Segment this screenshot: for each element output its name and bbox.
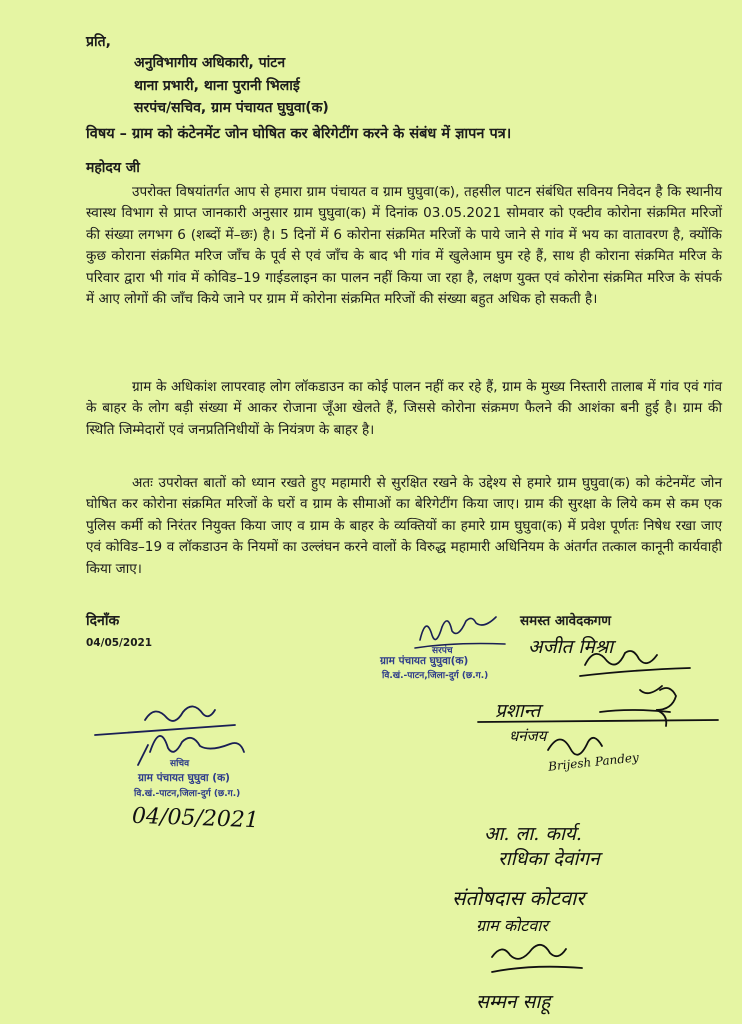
handwritten-name-5: आ. ला. कार्य. — [484, 823, 582, 845]
paragraph-3: अतः उपरोक्त बातों को ध्यान रखते हुए महामारी से सुरक्षित रखने के उद्देश्य से हमारे ग्राम घुघुवा(क) को कंटेनमेंट जोन घोषित कर कोरोना संक्रमित मरिजों के घरों व ग्राम के सीमाओं का बेरिगेटींग किया जाए। ग्राम की सुरक्षा के लिये कम से कम एक पुलिस कर्मी को निरंतर नियुक्त किया जाए व ग्राम के बाहर के व्यक्तियों का हमारे ग्राम घुघुवा(क) में प्रवेश पूर्णतः निषेध रखा जाए एवं कोविड–19 व लॉकडाउन के नियमों का उल्लंघन करने वालों के विरुद्ध महामारी अधिनियम के अंतर्गत तत्काल कानूनी कार्यवाही किया जाए। — [86, 475, 722, 577]
sarpanch-stamp-role: सरपंच — [432, 646, 453, 656]
date-label: दिनाँक — [86, 613, 120, 629]
date-value: 04/05/2021 — [86, 637, 153, 649]
recipient-3: सरपंच/सचिव, ग्राम पंचायत घुघुवा(क) — [134, 100, 329, 116]
recipient-2: थाना प्रभारी, थाना पुरानी भिलाई — [134, 78, 300, 94]
handwritten-date: 04/05/2021 — [131, 803, 260, 834]
paragraph-1: उपरोक्त विषयांतर्गत आप से हमारा ग्राम पंचायत व ग्राम घुघुवा(क), तहसील पाटन संबंधित सविनय निवेदन है कि स्थानीय स्वास्थ विभाग से प्राप्त जानकारी अनुसार ग्राम घुघुवा(क) में दिनांक 03.05.2021 सोमवार को एक्टीव कोरोना संक्रमित मरिजों की संख्या लगभग 6 (शब्दों में–छः) है। 5 दिनों में 6 कोरोना संक्रमित मरिजों के पाये जाने से गांव में भय का वातावरण है, क्योंकि कुछ कोराना संक्रमित मरिज जाँच के पूर्व से एवं जाँच के बाद भी गांव में खुलेआम घुम रहे हैं, साथ ही कोराना संक्रमित मरिज के परिवार द्वारा भी गांव में कोविड–19 गाईडलाइन का पालन नहीं किया जा रहा है, लक्षण युक्त एवं कोरोना संक्रमित मरिज के संपर्क में आए लोगों की जाँच किये जाने पर ग्राम में कोरोना संक्रमित मरिजों की संख्या बहुत अधिक हो सकती है। — [86, 184, 722, 308]
salutation: महोदय जी — [86, 160, 140, 176]
to-label: प्रति, — [86, 34, 111, 50]
applicants-label: समस्त आवेदकगण — [520, 613, 612, 629]
handwritten-name-2: प्रशान्त — [495, 700, 541, 722]
handwritten-name-7: संतोषदास कोटवार — [452, 886, 585, 910]
sachiv-stamp-role: सचिव — [170, 759, 190, 769]
sachiv-stamp-place: वि.खं.-पाटन,जिला-दुर्ग (छ.ग.) — [134, 789, 241, 799]
handwritten-name-3: धनंजय — [509, 727, 547, 745]
paragraph-2: ग्राम के अधिकांश लापरवाह लोग लॉकडाउन का कोई पालन नहीं कर रहे हैं, ग्राम के मुख्य निस्तारी तालाब में गांव एवं गांव के बाहर के लोग बड़ी संख्या में आकर रोजाना जूँआ खेलते हैं, जिससे कोरोना संक्रमण फैलने की आशंका बनी हुई है। ग्राम की स्थिति जिम्मेदारों एवं जनप्रतिनिधीयों के नियंत्रण के बाहर है। — [86, 379, 722, 438]
handwritten-name-6: राधिका देवांगन — [498, 848, 600, 870]
handwritten-name-1: अजीत मिश्रा — [528, 636, 614, 658]
handwritten-name-8: ग्राम कोटवार — [476, 916, 548, 935]
recipient-1: अनुविभागीय अधिकारी, पांटन — [134, 55, 286, 71]
handwritten-name-9: सम्मन साहू — [476, 991, 551, 1013]
sarpanch-stamp-org: ग्राम पंचायत घुघुवा(क) — [380, 655, 469, 667]
subject-line: विषय – ग्राम को कंटेनमेंट जोन घोषित कर बेरिगेटींग करने के संबंध में ज्ञापन पत्र। — [86, 126, 512, 142]
sarpanch-stamp-place: वि.खं.-पाटन,जिला-दुर्ग (छ.ग.) — [382, 671, 489, 681]
sachiv-stamp-org: ग्राम पंचायत घुघुवा (क) — [138, 772, 230, 784]
handwritten-name-4: Brijesh Pandey — [547, 750, 640, 774]
